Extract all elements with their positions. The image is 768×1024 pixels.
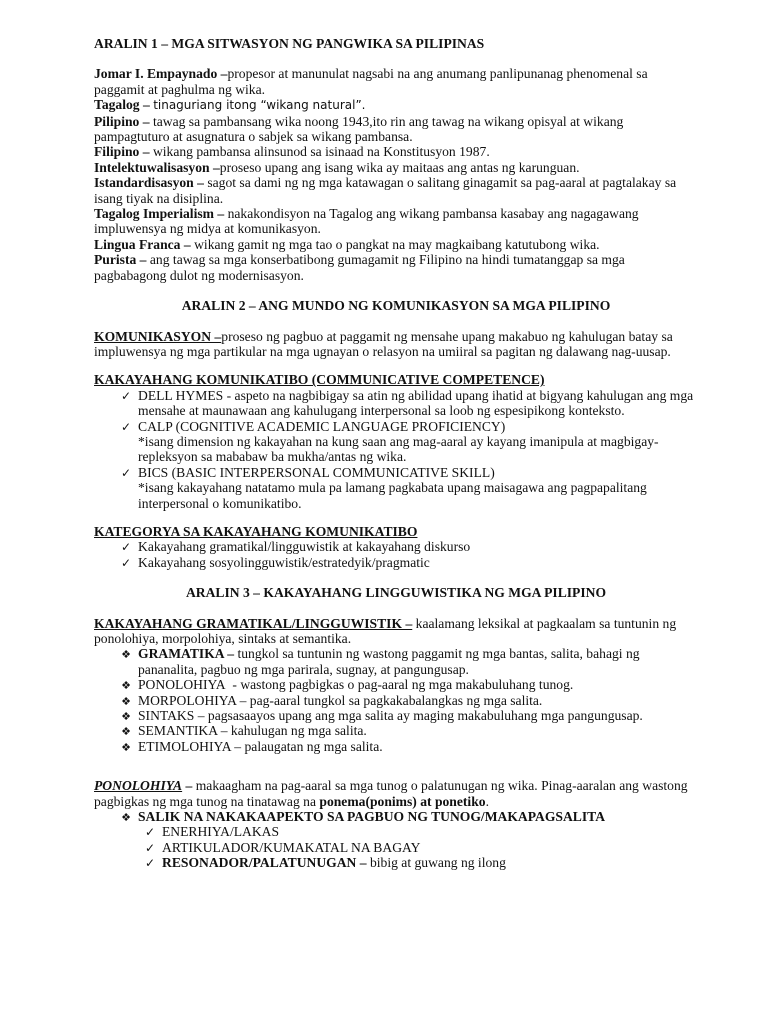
aralin1-title: ARALIN 1 – MGA SITWASYON NG PANGWIKA SA PILIPINAS (94, 36, 485, 51)
definition: proseso ng pagbuo at paggamit ng mensahe upang makabuo ng kahulugan batay sa impluwensya ng mga partikular na mga ugnayan o relasyon na umiiral sa pagitan ng dalawang nag-uusap. (94, 328, 673, 359)
kategorya-list (94, 539, 698, 570)
definition-entry (94, 114, 698, 145)
kategorya-heading: KATEGORYA SA KAKAYAHANG KOMUNIKATIBO (94, 523, 418, 539)
diamond-bullet-icon (118, 677, 134, 693)
komunikasyon-definition (94, 329, 698, 360)
ponolohiya-definition (94, 778, 698, 809)
list-item (138, 646, 698, 677)
salik-heading (138, 809, 698, 824)
list-item (138, 693, 698, 708)
item-term: ARTIKULADOR/KUMAKATAL NA BAGAY (162, 839, 421, 855)
item-term: SINTAKS – (138, 708, 205, 724)
check-mark-icon (118, 539, 134, 555)
term: Tagalog Imperialism – (94, 206, 225, 222)
list-item (138, 419, 698, 465)
term: Istandardisasyon – (94, 175, 204, 191)
diamond-bullet-icon (118, 646, 134, 662)
diamond-bullet-icon (118, 739, 134, 755)
item-def: - wastong pagbigkas o pag-aaral ng mga makabuluhang tunog. (232, 677, 574, 693)
item-term: SEMANTIKA – (138, 723, 228, 739)
item-def: pag-aaral tungkol sa pagkakabalangkas ng mga salita. (249, 692, 543, 708)
salik-list (94, 824, 698, 870)
item-def: tungkol sa tuntunin ng wastong paggamit ng mga bantas, salita, bahagi ng pananalita, pagbuo ng mga parirala, sugnay, at pangungusap. (138, 646, 640, 677)
list-item (162, 840, 698, 855)
diamond-bullet-icon (118, 693, 134, 709)
term: Purista – (94, 252, 147, 268)
term: Pilipino – (94, 113, 150, 129)
check-mark-icon (142, 855, 158, 871)
check-mark-icon (118, 555, 134, 571)
aralin3-title: ARALIN 3 – KAKAYAHANG LINGGUWISTIKA NG MGA PILIPINO (185, 585, 607, 601)
definition: propesor at manunulat nagsabi na ang anumang panlipunanag phenomenal sa paggamit at paghulma ng wika. (94, 66, 648, 97)
item-note: *isang dimension ng kakayahan na kung saan ang mag-aaral ay kayang imanipula at magbigay-repleksyon sa mababaw ba mukha/antas ng wika. (138, 433, 659, 465)
definition-entry (94, 237, 698, 252)
term: Intelektuwalisasyon – (94, 159, 220, 175)
definition-entry (94, 206, 698, 237)
definition: proseso upang ang isang wika ay maitaas ang antas ng karunguan. (219, 159, 580, 175)
definition: nakakondisyon na Tagalog ang wikang pambansa kasabay ang nagagawang impluwensya ng midya at komunikasyon. (94, 206, 639, 237)
item-text: DELL HYMES - aspeto na nagbibigay sa atin ng abilidad upang ihatid at bigyang kahulugan ang mga mensahe at maunawaan ang kahulugang interpersonal sa loob ng espesipikong konteksto. (138, 387, 694, 419)
term: Jomar I. Empaynado – (94, 66, 228, 82)
list-item (138, 388, 698, 419)
list-item (162, 855, 698, 870)
item-text: Kakayahang sosyolingguwistik/estratedyik/pragmatic (138, 554, 430, 570)
list-item (162, 824, 698, 839)
gramatikal-definition (94, 616, 698, 647)
list-item (138, 708, 698, 723)
definition: kaalamang leksikal at pagkaalam sa tuntunin ng ponolohiya, morpolohiya, sintaks at semantika. (94, 615, 677, 646)
item-text: BICS (BASIC INTERPERSONAL COMMUNICATIVE SKILL) (138, 464, 495, 480)
definition-entry (94, 160, 698, 175)
salik-section (94, 809, 698, 824)
definition: ang tawag sa mga konserbatibong gumagamit ng Filipino na hindi tumatanggap sa mga pagbabagong dulot ng modernisasyon. (94, 252, 625, 283)
definition: tinaguriang itong “wikang natural”. (153, 98, 366, 113)
definition: tawag sa pambansang wika noong 1943,ito rin ang tawag na wikang opisyal at wikang pampagtuturo at asugnatura o sabjek sa wikang pambansa. (94, 113, 624, 145)
item-term: RESONADOR/PALATUNUGAN – (162, 855, 367, 871)
check-mark-icon (118, 465, 134, 481)
definition-entry (94, 144, 698, 159)
definition-entry (94, 97, 698, 113)
definition: sagot sa dami ng ng mga katawagan o salitang ginagamit sa pag-aaral at pagtalakay sa isang tiyak na disiplina. (94, 175, 677, 206)
list-item (138, 465, 698, 511)
item-term: PONOLOHIYA (138, 677, 226, 693)
term: PONOLOHIYA (94, 778, 183, 794)
list-item (138, 739, 698, 754)
item-text: CALP (COGNITIVE ACADEMIC LANGUAGE PROFICIENCY) (138, 418, 506, 434)
definition-end: . (485, 793, 489, 809)
item-term: MORPOLOHIYA – (138, 692, 247, 708)
heading-text: SALIK NA NAKAKAAPEKTO SA PAGBUO NG TUNOG/MAKAPAGSALITA (138, 809, 606, 825)
diamond-bullet-icon (118, 708, 134, 724)
item-def: kahulugan ng mga salita. (230, 723, 367, 739)
definition: wikang pambansa alinsunod sa isinaad na Konstitusyon 1987. (152, 144, 490, 160)
gramatikal-list (94, 646, 698, 754)
item-note: *isang kakayahang natatamo mula pa lamang pagkabata upang maisagawa ang pagpapalitang interpersonal o komunikatibo. (138, 480, 647, 511)
term: Lingua Franca – (94, 236, 191, 252)
list-item (138, 555, 698, 570)
definition-bold: ponema(ponims) at ponetiko (319, 793, 486, 809)
term: Tagalog – (94, 97, 150, 113)
definition-entry (94, 66, 698, 97)
term: KOMUNIKASYON – (94, 328, 222, 344)
term: KAKAYAHANG GRAMATIKAL/LINGGUWISTIK – (94, 615, 413, 631)
item-term: GRAMATIKA – (138, 646, 235, 662)
item-def: pagsasaayos upang ang mga salita ay maging makabuluhang mga pangungusap. (207, 708, 643, 724)
item-text: Kakayahang gramatikal/lingguwistik at kakayahang diskurso (138, 539, 471, 555)
aralin2-title: ARALIN 2 – ANG MUNDO NG KOMUNIKASYON SA MGA PILIPINO (181, 298, 611, 314)
definition: wikang gamit ng mga tao o pangkat na may magkaibang katutubong wika. (194, 236, 600, 252)
definition: makaagham na pag-aaral sa mga tunog o palatunugan ng wika. Pinag-aaralan ang wastong pagbigkas ng mga tunog na tinatawag na (94, 778, 688, 809)
list-item (138, 539, 698, 554)
check-mark-icon (118, 388, 134, 404)
diamond-bullet-icon (118, 809, 134, 825)
definition-entry (94, 175, 698, 206)
item-term: ENERHIYA/LAKAS (162, 824, 280, 840)
check-mark-icon (142, 824, 158, 840)
item-def: palaugatan ng mga salita. (244, 738, 383, 754)
diamond-bullet-icon (118, 723, 134, 739)
kakayahan-list (94, 388, 698, 511)
list-item (138, 723, 698, 738)
item-term: ETIMOLOHIYA – (138, 738, 242, 754)
item-def: bibig at guwang ng ilong (369, 855, 506, 871)
term-dash: – (185, 778, 193, 794)
definition-entry (94, 252, 698, 283)
kakayahan-heading: KAKAYAHANG KOMUNIKATIBO (COMMUNICATIVE COMPETENCE) (94, 372, 545, 388)
list-item (138, 677, 698, 692)
check-mark-icon (118, 419, 134, 435)
check-mark-icon (142, 840, 158, 856)
term: Filipino – (94, 144, 150, 160)
